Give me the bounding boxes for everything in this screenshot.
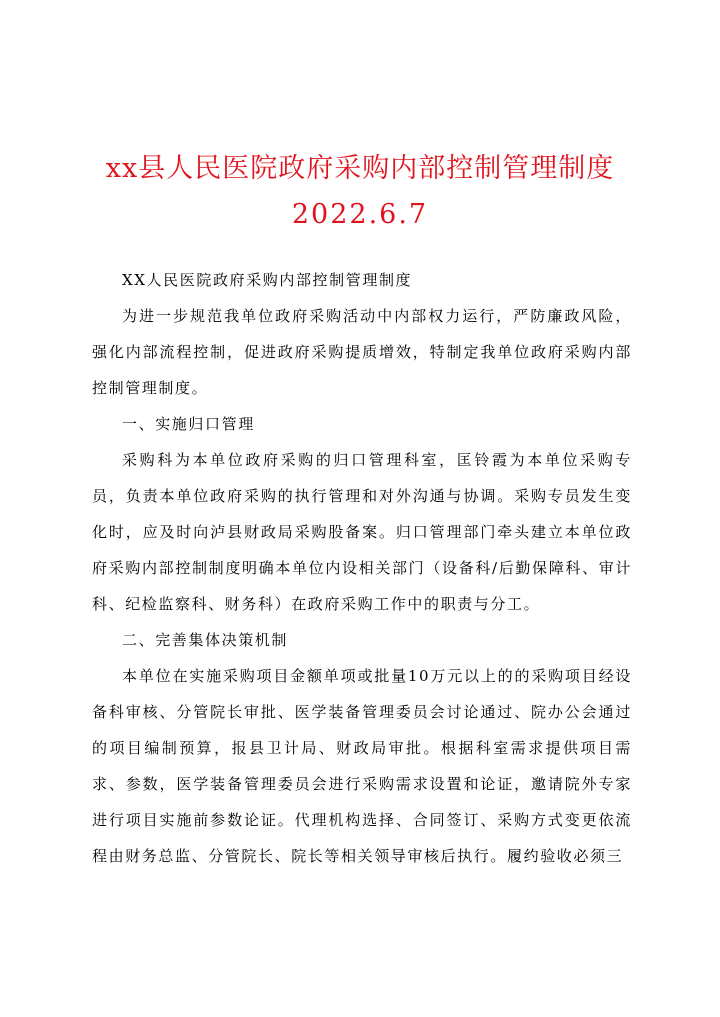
document-date: 2022.6.7 (291, 199, 429, 230)
intro-paragraph: 为进一步规范我单位政府采购活动中内部权力运行，严防廉政风险，强化内部流程控制，促进政府采购提质增效，特制定我单位政府采购内部控制管理制度。 (92, 307, 632, 397)
subtitle-paragraph: XX人民医院政府采购内部控制管理制度 (122, 271, 413, 289)
document-body (92, 262, 632, 874)
section-2-paragraph: 本单位在实施采购项目金额单项或批量10万元以上的的采购项目经设备科审核、分管院长审批、医学装备管理委员会讨论通过、院办公会通过的项目编制预算，报县卫计局、财政局审批。根据科室需求提供项目需求、参数，医学装备管理委员会进行采购需求设置和论证，邀请院外专家进行项目实施前参数论证。代理机构选择、合同签订、采购方式变更依流程由财务总监、分管院长、院长等相关领导审核后执行。履约验收必须三 (92, 667, 632, 865)
section-heading-1: 一、实施归口管理 (122, 415, 255, 433)
document-title: xx县人民医院政府采购内部控制管理制度 (105, 153, 615, 184)
section-heading-2: 二、完善集体决策机制 (122, 631, 289, 649)
section-1-paragraph: 采购科为本单位政府采购的归口管理科室，匡铃霞为本单位采购专员，负责本单位政府采购的执行管理和对外沟通与协调。采购专员发生变化时，应及时向泸县财政局采购股备案。归口管理部门牵头建立本单位政府采购内部控制制度明确本单位内设相关部门（设备科/后勤保障科、审计科、纪检监察科、财务科）在政府采购工作中的职责与分工。 (92, 451, 632, 613)
